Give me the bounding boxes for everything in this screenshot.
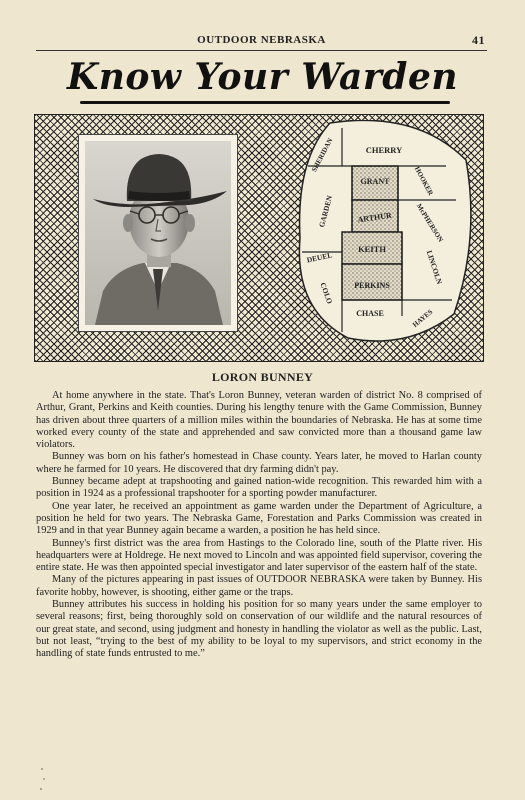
county-label-sheridan: SHERIDAN <box>310 136 335 174</box>
county-label-garden: GARDEN <box>317 194 335 229</box>
county-label-chase: CHASE <box>356 309 384 318</box>
county-label-colo: COLO <box>318 281 335 306</box>
warden-photo-frame <box>78 134 238 332</box>
warden-photo <box>85 141 231 325</box>
article-paragraph: Bunney attributes his success in holding his position for so many years under the same employer to several reasons; first, being thoroughly sold on conservation of our wildlife and the natural resources of our great state, and second, using judgment and honesty in handling the violator as well as the public. Last, but not least, “trying to the best of my ability to be loyal to my supervisors, and strict economy in the handling of state funds entrusted to me.” <box>36 599 482 660</box>
article-body <box>36 390 482 661</box>
running-head <box>36 34 487 51</box>
county-label-mcpherson: McPHERSON <box>414 202 445 244</box>
photo-caption: LORON BUNNEY <box>211 370 314 384</box>
county-label-deuel: DEUEL <box>305 250 334 265</box>
county-label-hooker: HOOKER <box>412 165 435 197</box>
county-label-arthur: ARTHUR <box>356 210 393 225</box>
article-paragraph: Bunney became adept at trapshooting and gained nation-wide recognition. This rewarded him with a position in 1924 as a professional trapshooter for a sporting powder manufacturer. <box>36 476 482 500</box>
district-map <box>296 120 472 346</box>
article-paragraph: Many of the pictures appearing in past issues of OUTDOOR NEBRASKA were taken by Bunney. His favorite hobby, however, is shooting, either game or the traps. <box>36 574 482 598</box>
article-paragraph: Bunney was born on his father's homestead in Chase county. Years later, he moved to Harlan county where he farmed for 10 years. He discovered that dry farming didn't pay. <box>36 451 482 475</box>
page-number: 41 <box>472 33 485 47</box>
article-paragraph: One year later, he received an appointment as game warden under the Department of Agriculture, a position he held for two years. The Nebraska Game, Forestation and Parks Commission was created in 1929 and in that year Bunney again became a warden, a position he has held since. <box>36 500 482 537</box>
county-label-perkins: PERKINS <box>354 281 390 290</box>
county-label-cherry: CHERRY <box>365 145 403 155</box>
article-paragraph: Bunney's first district was the area from Hastings to the Colorado line, south of the Platte river. His headquarters were at Holdrege. He next moved to Lincoln and was appointed field supervisor, covering the entire state. He was then appointed special investigator and later supervisor of the eastern half of the state. <box>36 537 482 574</box>
paper-specks <box>38 765 48 795</box>
article-paragraph: At home anywhere in the state. That's Loron Bunney, veteran warden of district No. 8 comprised of Arthur, Grant, Perkins and Keith counties. During his lengthy tenure with the Game Commission, Bunney has driven about three quarters of a million miles within the boundaries of Nebraska. He has at some time worked every county of the state and apprehended and saw convicted more than a thousand game law violators. <box>36 390 482 451</box>
page-title: Know Your Warden <box>66 56 459 98</box>
county-label-hayes: HAYES <box>411 307 435 330</box>
county-label-lincoln: LINCOLN <box>424 249 445 286</box>
magazine-name: OUTDOOR NEBRASKA <box>197 34 326 46</box>
title-underline <box>80 101 450 104</box>
county-label-grant: GRANT <box>360 177 390 186</box>
county-label-keith: KEITH <box>358 244 386 254</box>
